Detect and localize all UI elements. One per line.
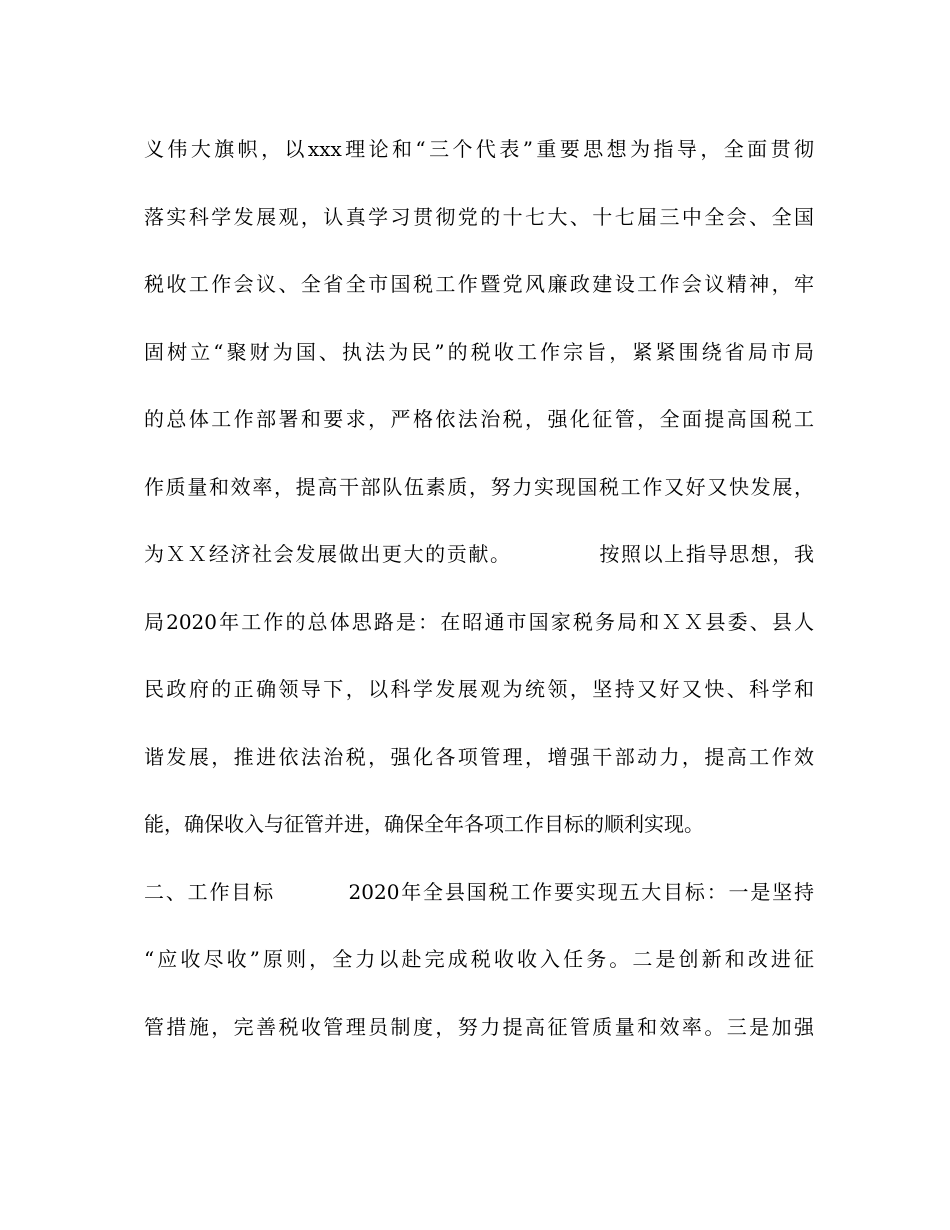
text-line: 能，确保收入与征管并进，确保全年各项工作目标的顺利实现。	[144, 812, 704, 836]
text-line: 谐发展，推进依法治税，强化各项管理，增强干部动力，提高工作效	[144, 744, 814, 769]
text-line: 局2020年工作的总体思路是：在昭通市国家税务局和ＸＸ县委、县人	[144, 609, 814, 634]
text-line: 的总体工作部署和要求，严格依法治税，强化征管，全面提高国税工	[144, 407, 814, 431]
body-text	[144, 116, 814, 1061]
text-line: 税收工作会议、全省全市国税工作暨党风廉政建设工作会议精神，牢	[144, 272, 814, 296]
text-line: “应收尽收”原则，全力以赴完成税收收入任务。二是创新和改进征	[144, 947, 814, 971]
text-line: 义伟大旗帜，以xxx理论和“三个代表”重要思想为指导，全面贯彻	[144, 137, 814, 161]
text-line: 为ＸＸ经济社会发展做出更大的贡献。 按照以上指导思想，我	[144, 542, 814, 566]
text-line: 管措施，完善税收管理员制度，努力提高征管质量和效率。三是加强	[144, 1014, 814, 1039]
text-line: 民政府的正确领导下，以科学发展观为统领，坚持又好又快、科学和	[144, 677, 814, 701]
text-line: 作质量和效率，提高干部队伍素质，努力实现国税工作又好又快发展，	[144, 474, 814, 499]
text-line: 落实科学发展观，认真学习贯彻党的十七大、十七届三中全会、全国	[144, 204, 814, 229]
text-line: 固树立“聚财为国、执法为民”的税收工作宗旨，紧紧围绕省局市局	[144, 339, 814, 364]
section-heading-line: 二、工作目标 2020年全县国税工作要实现五大目标：一是坚持	[144, 879, 814, 904]
